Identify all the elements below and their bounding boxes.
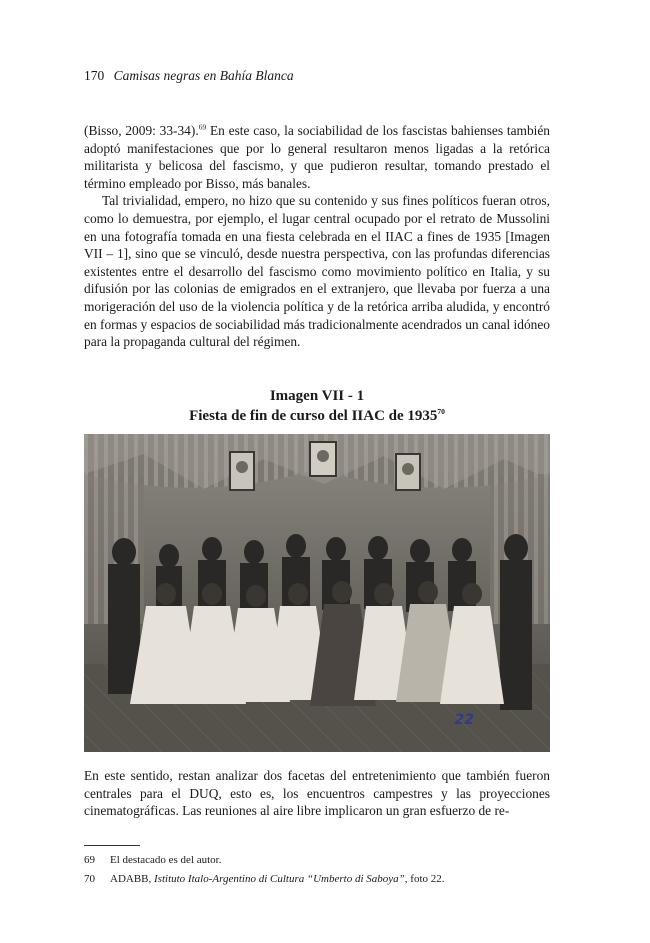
footnotes xyxy=(84,851,550,889)
figure-label: Imagen VII - 1 xyxy=(269,388,365,404)
footnote-ref-70: 70 xyxy=(437,407,445,416)
footnote-text-plain-2: , foto 22. xyxy=(404,873,445,885)
photo-handwritten-number: 22 xyxy=(454,712,474,728)
body-text-top xyxy=(84,122,550,351)
photo-illustration xyxy=(84,434,550,752)
figure-photograph xyxy=(84,434,550,752)
figure-caption: Fiesta de fin de curso del IIAC de 1935 xyxy=(189,408,438,424)
paragraph-2: Tal trivialidad, empero, no hizo que su contenido y sus fines políticos fueran otros, como lo demuestra, por ejemplo, el lugar central ocupado por el retrato de Mussolini en una fotografía tomada en una fiesta celebrada en el IIAC a fines de 1935 [Imagen VII – 1], sino que se vinculó, desde nuestra perspectiva, con las profundas diferencias existentes entre el desarrollo del fascismo como movimiento político en Italia, y su difusión por las colonias de emigrados en el extranjero, que llevaba por fuerza a una morigeración del uso de la violencia política y de la retórica arriba aludida, y encontró en formas y espacios de sociabilidad más tradicionalmente acendrados un canal idóneo para la propaganda cultural del régimen. xyxy=(84,193,550,350)
figure-caption-line xyxy=(84,406,550,426)
footnote-text xyxy=(110,870,445,889)
footnote-number: 70 xyxy=(84,873,95,885)
footnote-text: El destacado es del autor. xyxy=(110,854,222,866)
running-header xyxy=(84,68,294,84)
footnote-ref-69: 69 xyxy=(198,122,207,132)
footnote-70 xyxy=(84,870,550,889)
paragraph-3: En este sentido, restan analizar dos facetas del entretenimiento que también fueron centrales para el DUQ, esto es, los encuentros campestres y las proyecciones cinematográficas. Las reuniones al aire libre implicaron un gran esfuerzo de re- xyxy=(84,768,550,819)
body-text-bottom xyxy=(84,767,550,820)
paragraph-1-start: (Bisso, 2009: 33-34). xyxy=(84,123,199,138)
footnote-separator xyxy=(84,845,140,846)
figure-heading xyxy=(84,386,550,426)
footnote-text-plain-1: ADABB, xyxy=(110,873,155,885)
page-number: 170 xyxy=(84,68,105,83)
footnote-text-italic: Istituto Italo-Argentino di Cultura “Umberto di Saboya” xyxy=(154,873,405,885)
footnote-69 xyxy=(84,851,550,870)
running-title: Camisas negras en Bahía Blanca xyxy=(113,68,294,83)
paragraph-1 xyxy=(84,122,550,192)
footnote-number: 69 xyxy=(84,854,95,866)
paragraph-1-rest: En este caso, la sociabilidad de los fascistas bahienses también adoptó manifestaciones que por lo general resultaron menos ligadas a la retórica militarista y belicosa del fascismo, y que pudieron resultar, tomando prestado el término empleado por Bisso, más banales. xyxy=(84,123,550,191)
